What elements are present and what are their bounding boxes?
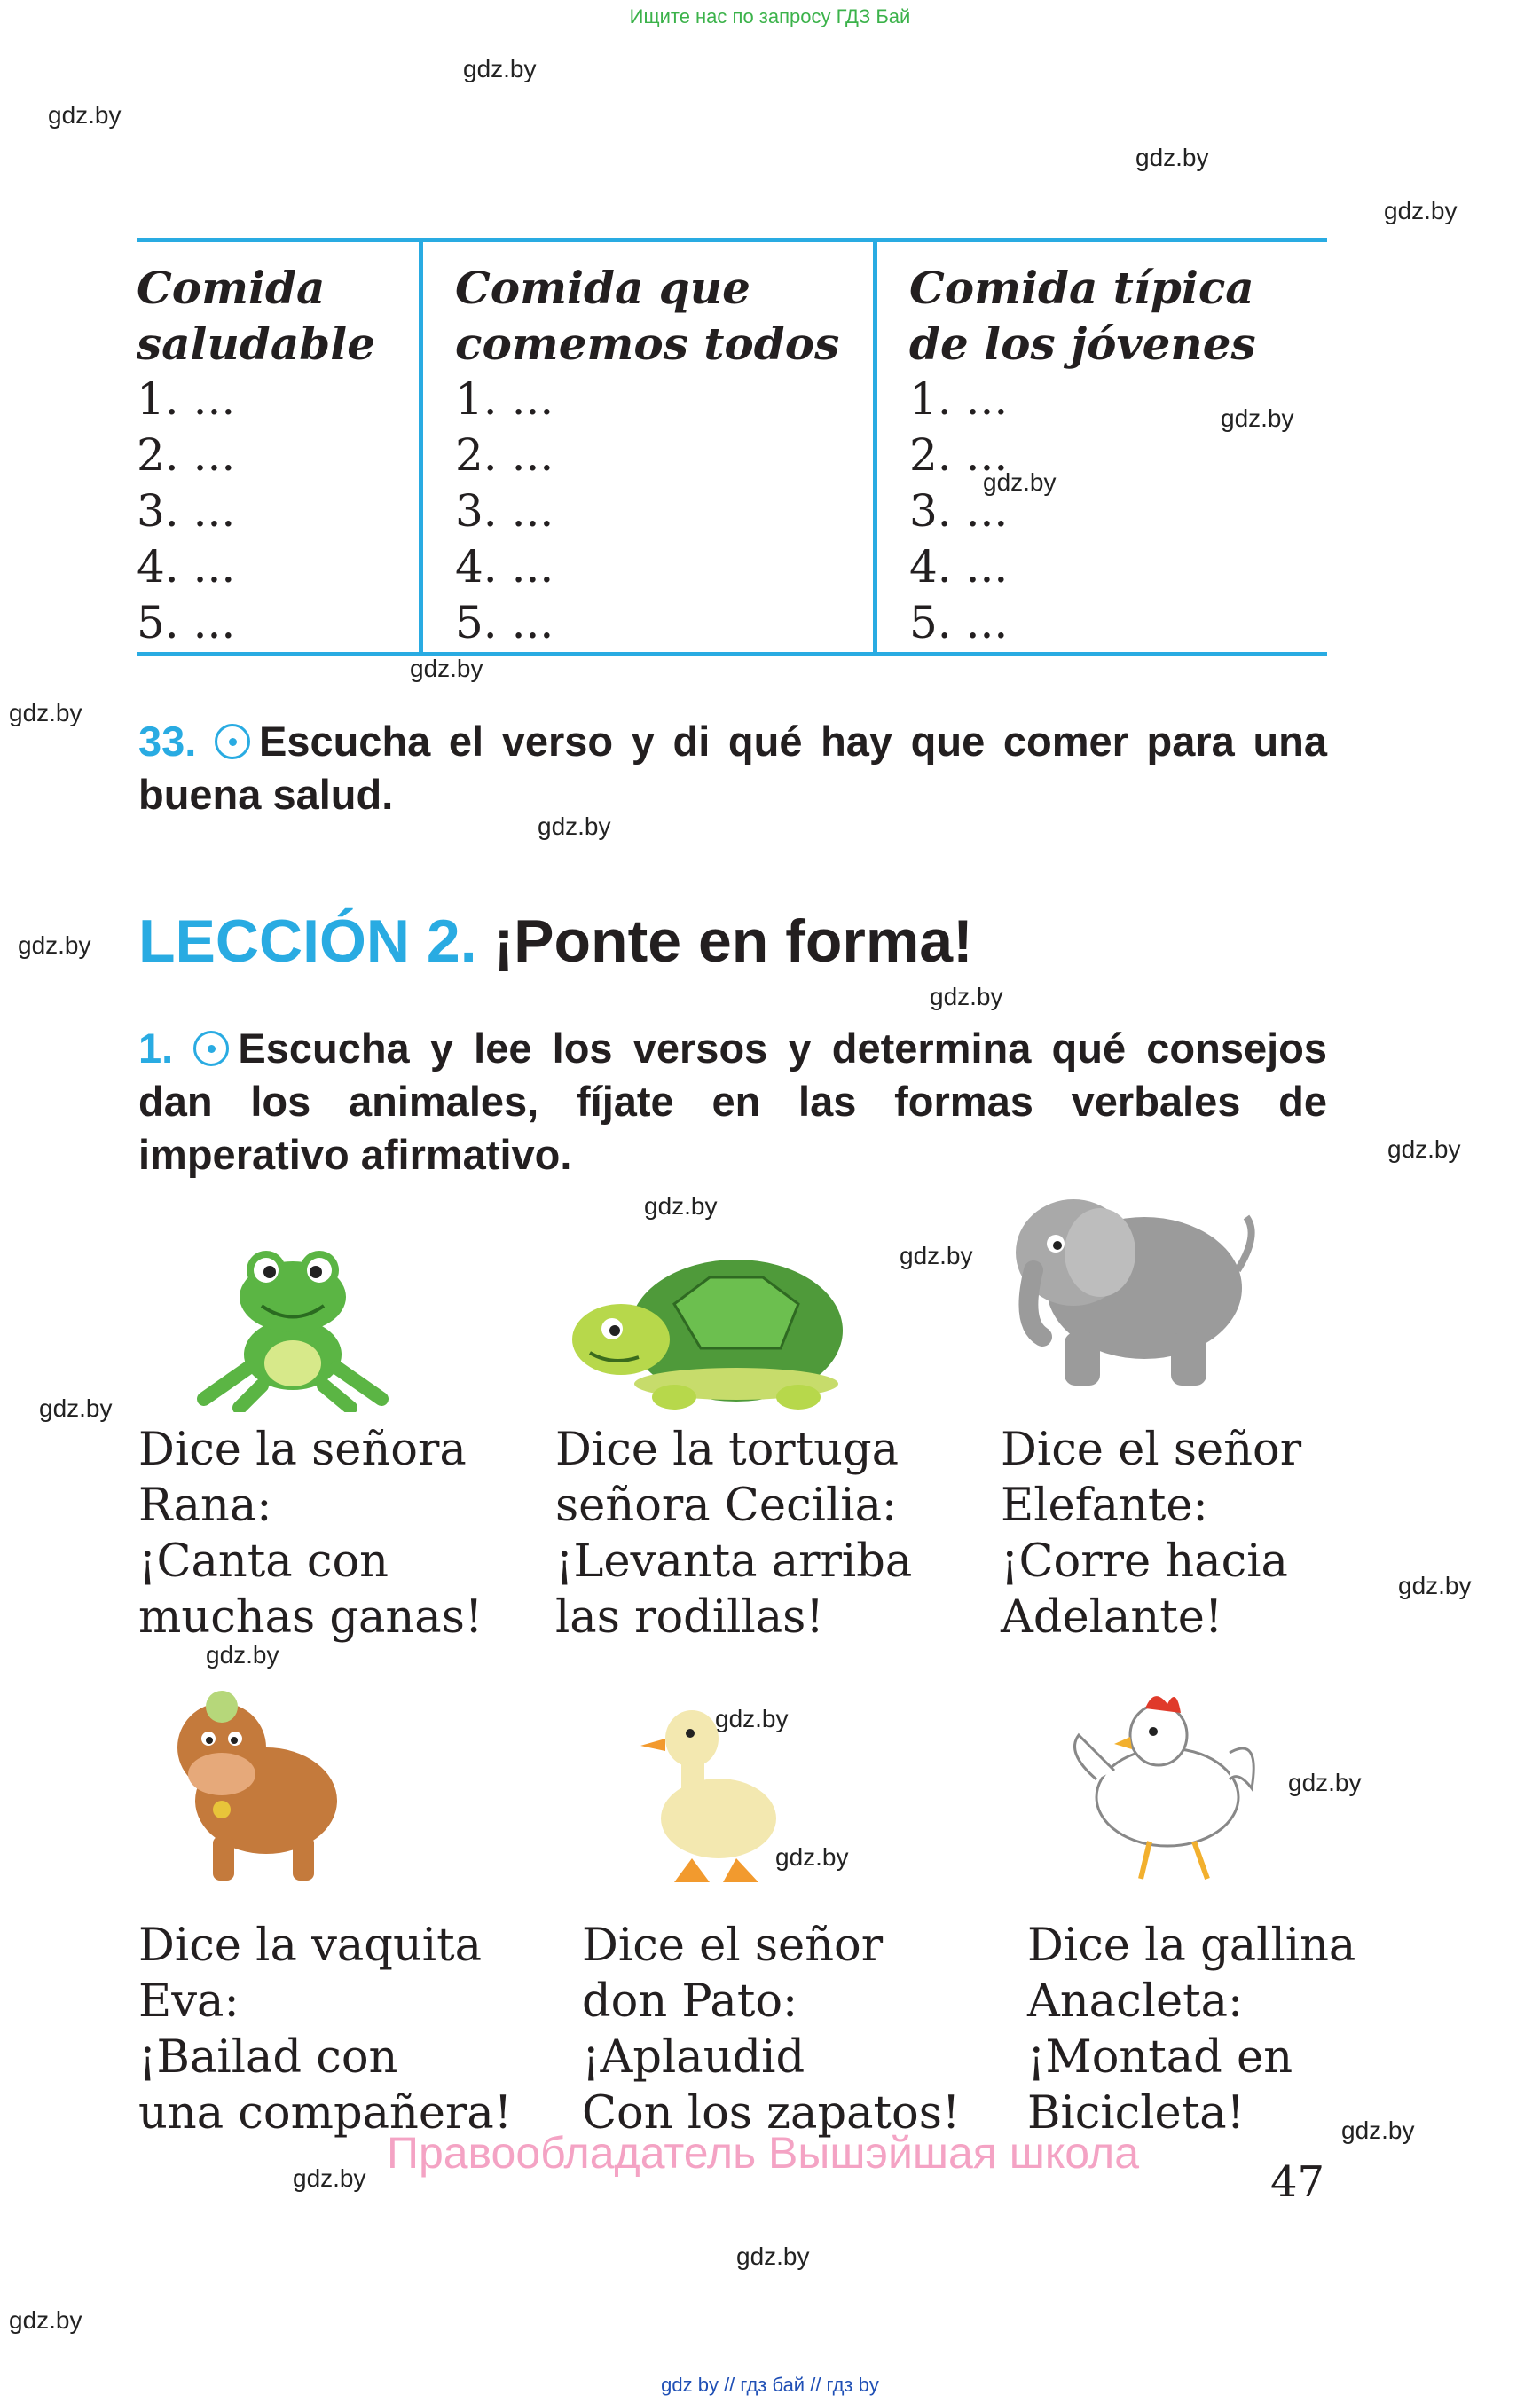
list-item: 1. ... bbox=[455, 373, 554, 425]
task-33 bbox=[138, 715, 1327, 821]
column-header: Comida bbox=[137, 262, 326, 314]
frog-illustration bbox=[177, 1235, 408, 1412]
list-item: 1. ... bbox=[909, 373, 1009, 425]
list-item: 3. ... bbox=[909, 485, 1009, 537]
verse-line: Dice la vaquita bbox=[138, 1920, 483, 1972]
verse-line: las rodillas! bbox=[555, 1591, 824, 1644]
verse-line: don Pato: bbox=[582, 1975, 798, 2028]
watermark: gdz.by bbox=[1221, 404, 1294, 432]
verse-line: ¡Aplaudid bbox=[582, 2031, 805, 2084]
watermark: gdz.by bbox=[410, 655, 483, 682]
verse-line: ¡Montad en bbox=[1027, 2031, 1293, 2084]
watermark: gdz.by bbox=[900, 1242, 973, 1269]
watermark: gdz.by bbox=[930, 983, 1003, 1010]
watermark: gdz.by bbox=[9, 2306, 82, 2334]
verse-elefante bbox=[1001, 1422, 1301, 1645]
verse-line: Con los zapatos! bbox=[582, 2087, 961, 2140]
verse-line: Rana: bbox=[138, 1480, 272, 1532]
watermark: gdz.by bbox=[1135, 144, 1209, 171]
verse-line: señora Cecilia: bbox=[555, 1480, 898, 1532]
watermark: gdz.by bbox=[293, 2164, 366, 2192]
list-item: 4. ... bbox=[909, 541, 1009, 593]
verse-line: ¡Corre hacia bbox=[1001, 1535, 1288, 1588]
verse-line: Dice la tortuga bbox=[555, 1424, 900, 1476]
watermark: gdz.by bbox=[644, 1192, 718, 1220]
verse-line: ¡Levanta arriba bbox=[555, 1535, 913, 1588]
lesson-label: LECCIÓN 2. bbox=[138, 907, 477, 975]
column-header: comemos todos bbox=[455, 318, 840, 370]
verse-line: ¡Canta con bbox=[138, 1535, 389, 1588]
verse-line: Dice el señor bbox=[1001, 1424, 1302, 1476]
verse-tortuga bbox=[555, 1422, 912, 1645]
duck-illustration bbox=[639, 1694, 781, 1889]
list-item: 3. ... bbox=[137, 485, 236, 537]
lesson-heading bbox=[138, 907, 973, 976]
task-text: Escucha el verso y di qué hay que comer para una buena salud. bbox=[138, 718, 1328, 818]
turtle-illustration bbox=[568, 1233, 852, 1410]
verse-line: Adelante! bbox=[1001, 1591, 1223, 1644]
watermark: gdz.by bbox=[1398, 1572, 1472, 1599]
copyright-note: Правообладатель Вышэйшая школа bbox=[387, 2128, 1139, 2178]
column-header: Comida típica bbox=[909, 262, 1254, 314]
audio-disc-icon bbox=[215, 724, 250, 759]
watermark: gdz.by bbox=[9, 699, 82, 726]
watermark: gdz.by bbox=[463, 55, 537, 82]
watermark: gdz.by bbox=[1384, 197, 1458, 224]
list-item: 2. ... bbox=[909, 429, 1009, 481]
elephant-illustration bbox=[1002, 1182, 1260, 1394]
list-item: 4. ... bbox=[455, 541, 554, 593]
verse-line: Eva: bbox=[138, 1975, 240, 2028]
watermark: gdz.by bbox=[775, 1843, 849, 1871]
watermark: gdz.by bbox=[538, 813, 611, 840]
hen-illustration bbox=[1061, 1682, 1265, 1886]
list-item: 2. ... bbox=[137, 429, 236, 481]
list-item: 5. ... bbox=[137, 597, 236, 648]
task-number: 1. bbox=[138, 1025, 174, 1072]
list-item: 3. ... bbox=[455, 485, 554, 537]
verse-line: muchas ganas! bbox=[138, 1591, 483, 1644]
verse-pato bbox=[582, 1918, 960, 2141]
page-number: 47 bbox=[1270, 2157, 1325, 2207]
column-header: de los jóvenes bbox=[909, 318, 1256, 370]
bottom-note: gdz by // гдз бай // гдз by bbox=[661, 2374, 879, 2396]
verse-rana bbox=[138, 1422, 483, 1645]
task-1 bbox=[138, 1022, 1327, 1182]
list-item: 5. ... bbox=[455, 597, 554, 648]
task-number: 33. bbox=[138, 718, 197, 765]
watermark: gdz.by bbox=[18, 931, 91, 959]
verse-line: una compañera! bbox=[138, 2087, 513, 2140]
verse-line: Dice la señora bbox=[138, 1424, 467, 1476]
watermark: gdz.by bbox=[1288, 1769, 1362, 1796]
audio-disc-icon bbox=[193, 1031, 229, 1066]
verse-line: Dice la gallina bbox=[1027, 1920, 1356, 1972]
watermark: gdz.by bbox=[983, 468, 1057, 496]
column-header: Comida que bbox=[455, 262, 750, 314]
list-item: 5. ... bbox=[909, 597, 1009, 648]
column-header: saludable bbox=[137, 318, 376, 370]
verse-line: ¡Bailad con bbox=[138, 2031, 398, 2084]
list-item: 2. ... bbox=[455, 429, 554, 481]
table-column bbox=[137, 242, 419, 652]
list-item: 1. ... bbox=[137, 373, 236, 425]
verse-line: Bicicleta! bbox=[1027, 2087, 1245, 2140]
verse-vaquita bbox=[138, 1918, 512, 2141]
watermark: gdz.by bbox=[39, 1394, 113, 1422]
lesson-title: ¡Ponte en forma! bbox=[493, 907, 973, 975]
list-item: 4. ... bbox=[137, 541, 236, 593]
task-text: Escucha y lee los versos y determina qué consejos dan los animales, fíjate en las formas verbales de imperativo afirmativo. bbox=[138, 1025, 1328, 1178]
top-note: Ищите нас по запросу ГДЗ Бай bbox=[629, 5, 911, 27]
watermark: gdz.by bbox=[736, 2242, 810, 2270]
watermark: gdz.by bbox=[206, 1641, 279, 1669]
table-column bbox=[419, 242, 877, 652]
cow-illustration bbox=[160, 1685, 346, 1889]
verse-line: Dice el señor bbox=[582, 1920, 884, 1972]
verse-gallina bbox=[1027, 1918, 1355, 2141]
watermark: gdz.by bbox=[48, 101, 122, 129]
food-table bbox=[137, 238, 1327, 656]
table-column bbox=[873, 242, 1332, 652]
verse-line: Elefante: bbox=[1001, 1480, 1208, 1532]
watermark: gdz.by bbox=[1341, 2116, 1415, 2144]
watermark: gdz.by bbox=[715, 1705, 789, 1732]
watermark: gdz.by bbox=[1387, 1135, 1461, 1163]
verse-line: Anacleta: bbox=[1027, 1975, 1244, 2028]
